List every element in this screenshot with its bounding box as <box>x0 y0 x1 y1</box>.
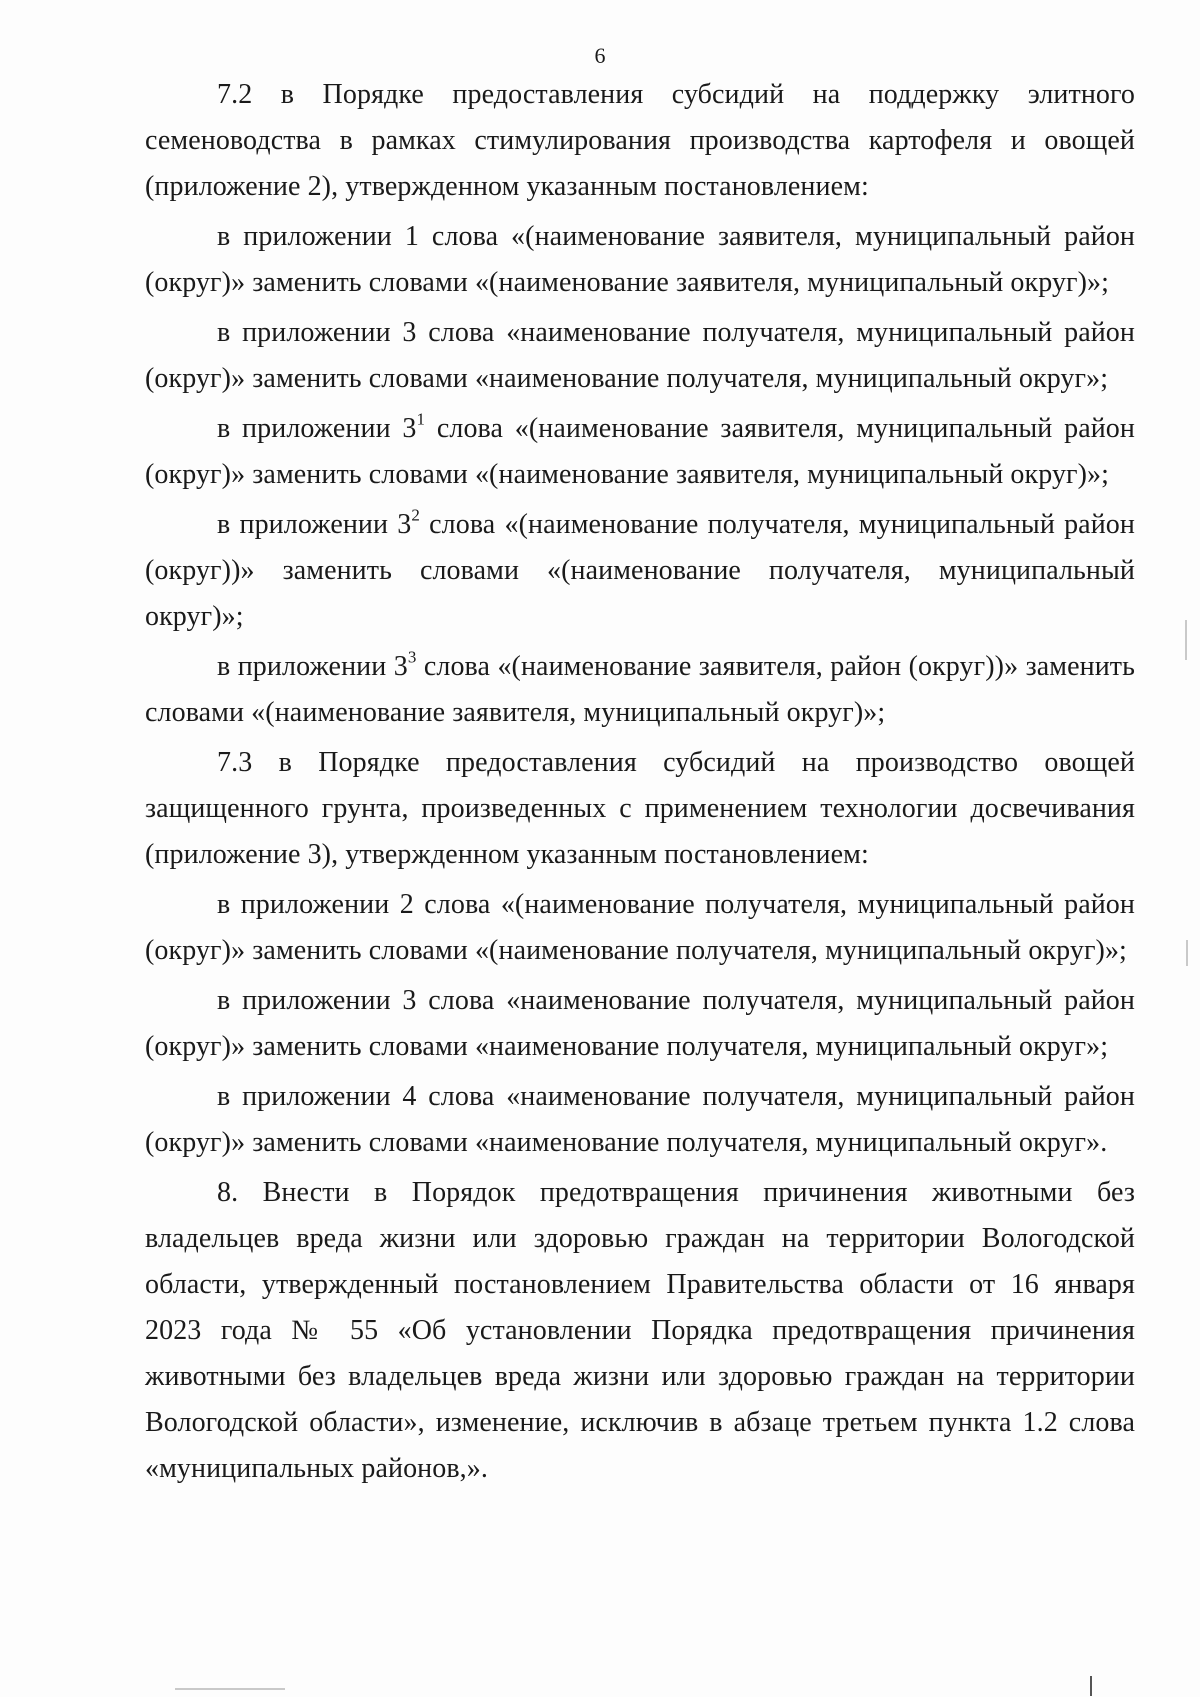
paragraph-appendix-3: в приложении 3 слова «наименование получателя, муниципальный район (округ)» заменить словами «наименование получателя, муниципальный округ»; <box>145 317 1135 394</box>
page-number: 6 <box>594 43 606 68</box>
paragraph-appendix-2: в приложении 2 слова «(наименование получателя, муниципальный район (округ)» заменить словами «(наименование получателя, муниципальный округ)»; <box>145 889 1135 966</box>
paragraph-prefix: в приложении 3 <box>217 509 412 540</box>
paragraph-appendix-3-3 <box>145 644 1135 736</box>
superscript: 2 <box>411 505 420 525</box>
paragraph-suffix: слова «(наименование заявителя, муниципальный район (округ)» заменить словами «(наименование заявителя, муниципальный округ)»; <box>145 413 1135 490</box>
superscript: 3 <box>407 647 417 667</box>
paragraph-suffix: слова «(наименование получателя, муниципальный район (округ))» заменить словами «(наименование получателя, муниципальный округ)»; <box>145 509 1135 632</box>
scan-artifact <box>1185 620 1187 660</box>
scan-artifact <box>175 1688 285 1690</box>
paragraph-7-3: 7.3 в Порядке предоставления субсидий на производство овощей защищенного грунта, произведенных с применением технологии досвечивания (приложение 3), утвержденном указанным постановлением: <box>145 747 1135 870</box>
paragraph-appendix-3b: в приложении 3 слова «наименование получателя, муниципальный район (округ)» заменить словами «наименование получателя, муниципальный округ»; <box>145 985 1135 1062</box>
scan-artifact <box>1186 940 1188 966</box>
paragraph-8: 8. Внести в Порядок предотвращения причинения животными без владельцев вреда жизни или здоровью граждан на территории Вологодской области, утвержденный постановлением Правительства области от 16 января 2023 года № 55 «Об установлении Порядка предотвращения причинения животными без владельцев вреда жизни или здоровью граждан на территории Вологодской области», изменение, исключив в абзаце третьем пункта 1.2 слова «муниципальных районов,». <box>145 1177 1135 1484</box>
superscript: 1 <box>416 409 426 429</box>
paragraph-appendix-4: в приложении 4 слова «наименование получателя, муниципальный район (округ)» заменить словами «наименование получателя, муниципальный округ». <box>145 1081 1135 1158</box>
scan-artifact <box>1090 1676 1092 1696</box>
paragraph-prefix: в приложении 3 <box>217 651 408 682</box>
paragraph-suffix: слова «(наименование заявителя, район (округ))» заменить словами «(наименование заявителя, муниципальный округ)»; <box>145 651 1135 728</box>
paragraph-appendix-3-1 <box>145 406 1135 498</box>
paragraph-prefix: в приложении 3 <box>217 413 417 444</box>
paragraph-appendix-1: в приложении 1 слова «(наименование заявителя, муниципальный район (округ)» заменить словами «(наименование заявителя, муниципальный округ)»; <box>145 221 1135 298</box>
paragraph-appendix-3-2 <box>145 502 1135 640</box>
document-body <box>145 72 1135 1496</box>
paragraph-7-2: 7.2 в Порядке предоставления субсидий на поддержку элитного семеноводства в рамках стимулирования производства картофеля и овощей (приложение 2), утвержденном указанным постановлением: <box>145 79 1135 202</box>
